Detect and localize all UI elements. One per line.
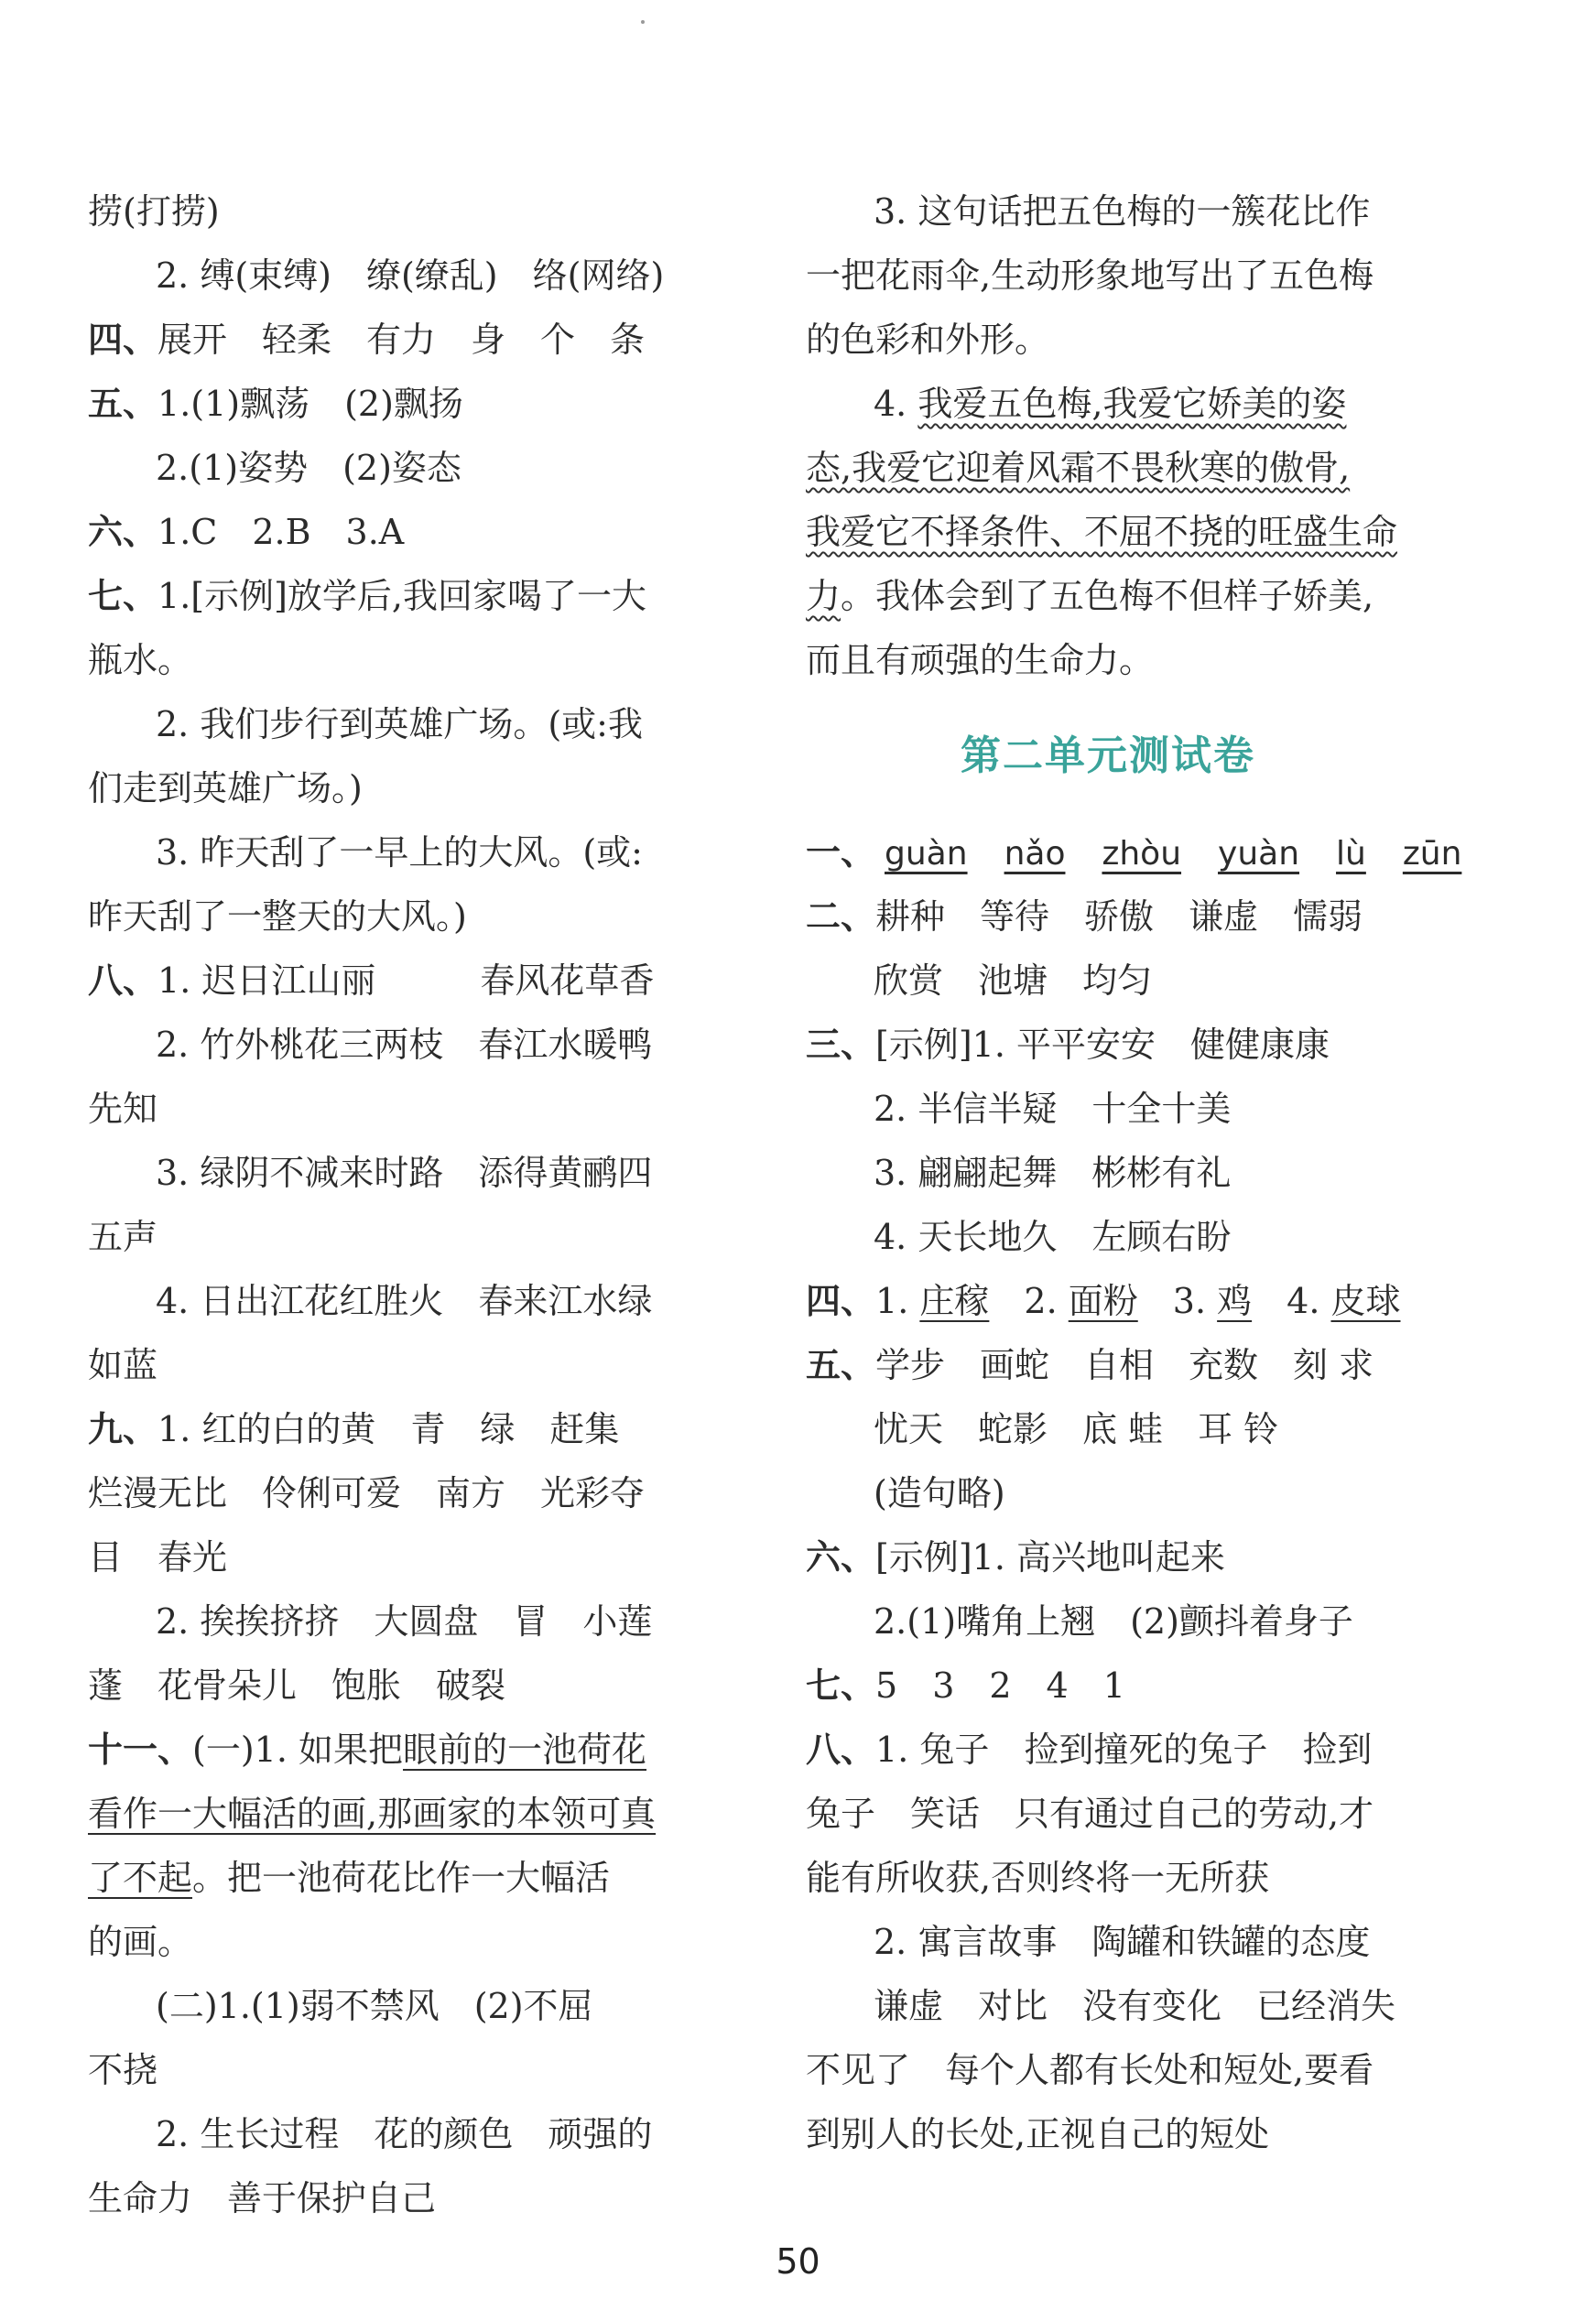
scan-speck — [641, 20, 645, 24]
left-line: 七、1.[示例]放学后,我回家喝了一大 — [88, 576, 647, 616]
right-bottom-line: 八、1. 兔子 捡到撞死的兔子 捡到 — [806, 1730, 1373, 1770]
right-bottom-line: 到别人的长处,正视自己的短处 — [806, 2114, 1270, 2154]
left-line: 4. 日出江花红胜火 春来江水绿 — [156, 1281, 653, 1321]
right-bottom-line: 五、学步 画蛇 自相 充数 刻 求 — [806, 1345, 1374, 1385]
section-marker: 七、 — [806, 1665, 876, 1706]
right-bottom-line: 3. 翩翩起舞 彬彬有礼 — [874, 1153, 1232, 1193]
underlined-answer: 鸡 — [1217, 1281, 1253, 1321]
page-number: 50 — [776, 2241, 820, 2282]
pinyin-item: nǎo — [1004, 835, 1066, 873]
right-top-line: 力。我体会到了五色梅不但样子娇美, — [806, 576, 1374, 616]
section-marker: 六、 — [88, 512, 158, 552]
right-bottom-line: 2. 半信半疑 十全十美 — [874, 1089, 1232, 1129]
right-bottom-line: 4. 天长地久 左顾右盼 — [874, 1217, 1232, 1257]
unit-title: 第二单元测试卷 — [961, 732, 1255, 779]
left-line: 2. 缚(束缚) 缭(缭乱) 络(网络) — [156, 255, 665, 296]
left-line: 们走到英雄广场。) — [88, 768, 363, 808]
section-marker: 三、 — [806, 1025, 876, 1065]
left-line: 3. 绿阴不减来时路 添得黄鹂四 — [156, 1153, 653, 1193]
pinyin-item: guàn — [885, 835, 968, 873]
left-line: 的画。 — [88, 1922, 193, 1962]
section-marker: 五、 — [88, 384, 158, 424]
right-bottom-line: 四、1. 庄稼 2. 面粉 3. 鸡 4. 皮球 — [806, 1281, 1401, 1321]
left-line: 如蓝 — [88, 1345, 158, 1385]
right-bottom-line: (造句略) — [874, 1473, 1005, 1513]
right-bottom-line: 不见了 每个人都有长处和短处,要看 — [806, 2050, 1374, 2090]
right-bottom-line: 能有所收获,否则终将一无所获 — [806, 1858, 1270, 1898]
right-top-line: 态,我爱它迎着风霜不畏秋寒的傲骨, — [806, 448, 1351, 488]
left-line: 蓬 花骨朵儿 饱胀 破裂 — [88, 1665, 506, 1706]
right-bottom-line: 三、[示例]1. 平平安安 健健康康 — [806, 1025, 1330, 1065]
right-bottom-line: 谦虚 对比 没有变化 已经消失 — [874, 1986, 1396, 2026]
right-bottom-line: 六、[示例]1. 高兴地叫起来 — [806, 1537, 1226, 1578]
right-top-line: 而且有顽强的生命力。 — [806, 640, 1155, 680]
underlined-answer: 皮球 — [1330, 1281, 1401, 1321]
section-marker: 一、 — [806, 832, 876, 873]
right-bottom-line: 2. 寓言故事 陶罐和铁罐的态度 — [874, 1922, 1371, 1962]
section-marker: 六、 — [806, 1537, 876, 1578]
left-column — [88, 179, 692, 2230]
left-line: 烂漫无比 伶俐可爱 南方 光彩夺 — [88, 1473, 646, 1513]
section-marker: 四、 — [806, 1281, 876, 1321]
section-marker: 二、 — [806, 896, 876, 937]
section-marker: 九、 — [88, 1409, 158, 1449]
right-column — [806, 179, 1462, 2166]
right-top-line: 的色彩和外形。 — [806, 320, 1050, 360]
section-marker: 四、 — [88, 320, 158, 360]
left-line: 不挠 — [88, 2050, 158, 2090]
underlined-answer: 庄稼 — [919, 1281, 990, 1321]
left-line: 了不起。把一池荷花比作一大幅活 — [88, 1858, 611, 1898]
right-bottom-line: 忧天 蛇影 底 蛙 耳 铃 — [874, 1409, 1279, 1449]
section-marker: 八、 — [88, 960, 158, 1001]
pinyin-item: lù — [1336, 835, 1366, 873]
pinyin-item: yuàn — [1218, 835, 1300, 873]
left-line: 十一、(一)1. 如果把眼前的一池荷花 — [88, 1730, 647, 1770]
pinyin-item: zūn — [1402, 835, 1462, 873]
left-line: 3. 昨天刮了一早上的大风。(或: — [156, 832, 643, 873]
left-line: 五、1.(1)飘荡 (2)飘扬 — [88, 384, 463, 424]
left-line: 2. 生长过程 花的颜色 顽强的 — [156, 2114, 653, 2154]
left-line: 四、展开 轻柔 有力 身 个 条 — [88, 320, 646, 360]
left-line: 生命力 善于保护自己 — [88, 2178, 437, 2218]
left-line: 2.(1)姿势 (2)姿态 — [156, 448, 461, 488]
left-line: 2. 我们步行到英雄广场。(或:我 — [156, 704, 643, 744]
right-top-line: 4. 我爱五色梅,我爱它娇美的姿 — [874, 384, 1347, 424]
left-line: 2. 挨挨挤挤 大圆盘 冒 小莲 — [156, 1601, 653, 1642]
left-line: 捞(打捞) — [88, 191, 220, 232]
section-marker: 八、 — [806, 1730, 876, 1770]
right-bottom-line: 二、耕种 等待 骄傲 谦虚 懦弱 — [806, 896, 1363, 937]
section-marker: 十一、 — [88, 1730, 193, 1770]
right-bottom-line: 2.(1)嘴角上翘 (2)颤抖着身子 — [874, 1601, 1353, 1642]
left-line: 先知 — [88, 1089, 158, 1129]
right-bottom-line: 欣赏 池塘 均匀 — [874, 960, 1153, 1001]
left-line: 九、1. 红的白的黄 青 绿 赶集 — [88, 1409, 620, 1449]
underlined-answer: 面粉 — [1068, 1281, 1138, 1321]
right-top-line: 我爱它不择条件、不屈不挠的旺盛生命 — [806, 512, 1398, 552]
left-line: 看作一大幅活的画,那画家的本领可真 — [88, 1794, 657, 1834]
left-line: 昨天刮了一整天的大风。) — [88, 896, 467, 937]
left-line: 目 春光 — [88, 1537, 228, 1578]
left-line: (二)1.(1)弱不禁风 (2)不屈 — [156, 1986, 593, 2026]
left-line: 瓶水。 — [88, 640, 193, 680]
pinyin-item: zhòu — [1102, 835, 1182, 873]
right-top-line: 3. 这句话把五色梅的一簇花比作 — [874, 191, 1371, 232]
right-bottom-line: 兔子 笑话 只有通过自己的劳动,才 — [806, 1794, 1374, 1834]
right-bottom-line: 七、5 3 2 4 1 — [806, 1665, 1125, 1706]
left-line: 八、1. 迟日江山丽 春风花草香 — [88, 960, 655, 1001]
left-line: 六、1.C 2.B 3.A — [88, 512, 405, 552]
section-marker: 七、 — [88, 576, 158, 616]
left-line: 2. 竹外桃花三两枝 春江水暖鸭 — [156, 1025, 653, 1065]
right-top-line: 一把花雨伞,生动形象地写出了五色梅 — [806, 255, 1374, 296]
pinyin-answers — [806, 820, 1462, 884]
section-marker: 五、 — [806, 1345, 876, 1385]
left-line: 五声 — [88, 1217, 158, 1257]
